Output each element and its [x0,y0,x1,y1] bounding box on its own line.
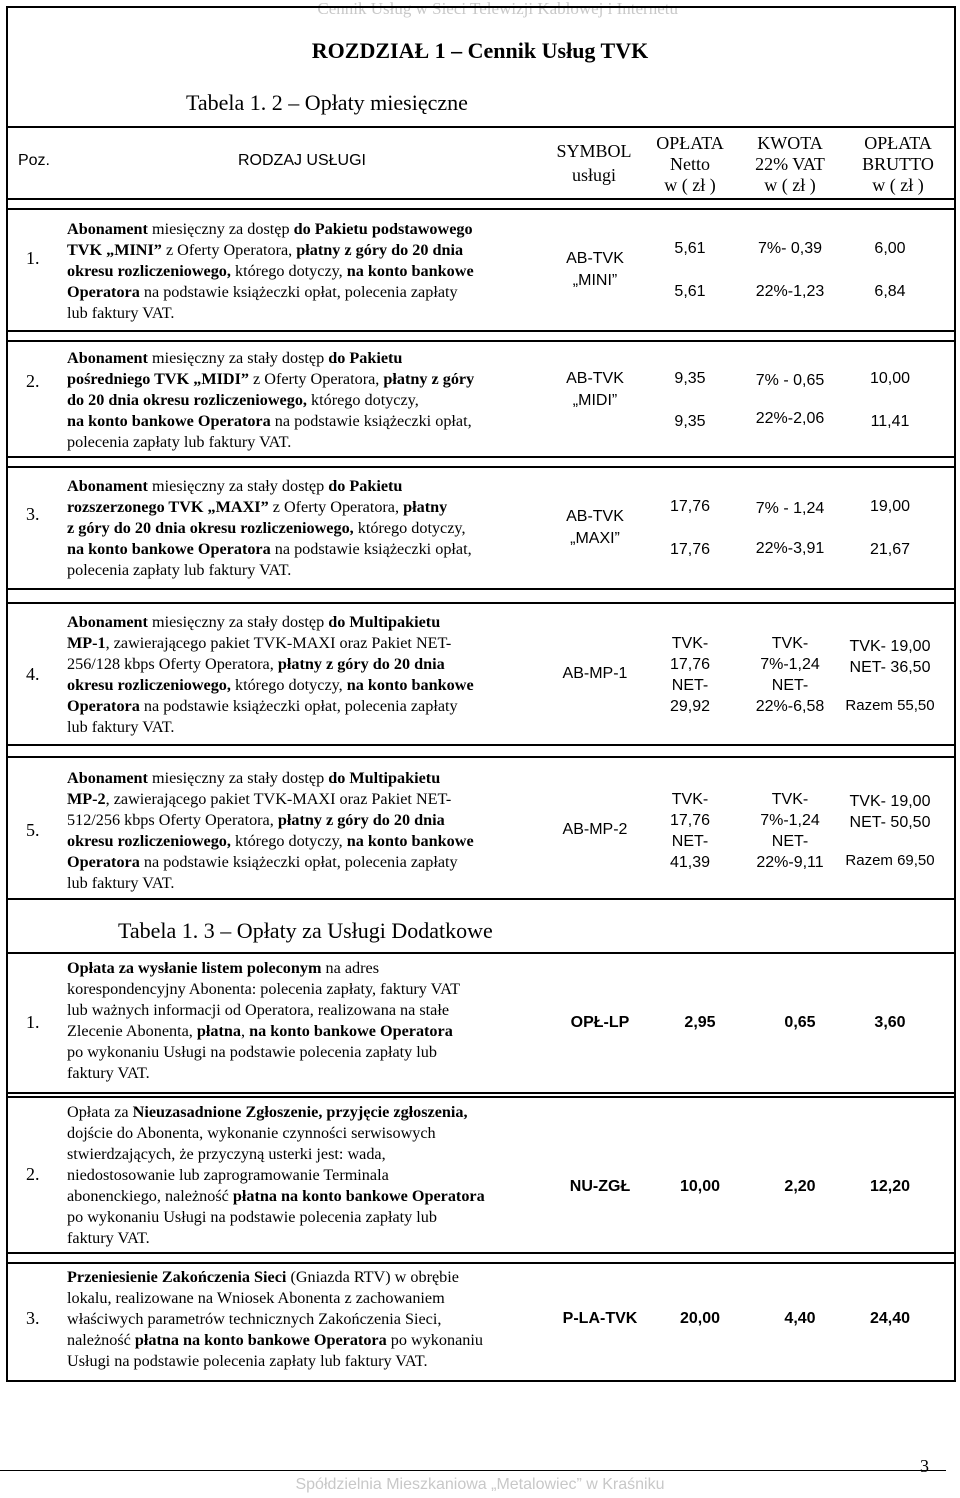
brutto-tvk: TVK- 19,00 [849,793,931,810]
symbol: AB-MP-1 [562,665,628,682]
desc-line: Usługi na podstawie polecenia zapłaty lub faktury VAT. [67,1352,428,1370]
desc-line: niedostosowanie lub zaprogramowanie Terminala [67,1166,389,1184]
vat-multipack [730,789,850,873]
header-netto-line-3: w ( zł ) [664,175,716,195]
vat-net-value: 22%-6,58 [755,698,825,715]
brutto-net: NET- 36,50 [849,659,931,676]
brutto-value: 3,60 [874,1014,906,1031]
vat-value: 2,20 [784,1178,816,1195]
row-number: 3. [26,504,40,524]
netto-value-7: 5,61 [674,240,706,257]
service-description [67,1102,545,1249]
vat-value-7: 7% - 1,24 [755,500,825,517]
vat-multipack [730,633,850,717]
header-vat-line-1: KWOTA [757,133,823,153]
brutto-total: Razem 55,50 [845,697,935,714]
header-rodzaj-uslugi: RODZAJ USŁUGI [237,152,366,169]
vat-net-value: 22%-9,11 [756,854,824,871]
row-number: 2. [26,1164,40,1184]
desc-line: polecenia zapłaty lub faktury VAT. [67,433,292,451]
vat-tvk-value: 7%-1,24 [760,656,820,673]
brutto-tvk: TVK- 19,00 [849,638,931,655]
row-number: 1. [26,1012,40,1032]
symbol-line-2: „MINI” [572,272,618,289]
vat-value: 0,65 [784,1014,816,1031]
netto-net-value: 29,92 [669,698,711,715]
netto-net-label: NET- [671,677,709,694]
brutto-value-7: 10,00 [869,370,911,387]
service-description [67,219,535,324]
symbol: P-LA-TVK [562,1310,638,1327]
desc-line: Operatora na podstawie książeczki opłat, polecenia zapłaty [67,283,458,301]
desc-line: na konto bankowe Operatora na podstawie książeczki opłat, [67,412,472,430]
netto-net-value: 41,39 [669,854,711,871]
symbol-line-2: „MIDI” [572,392,618,409]
row-number: 2. [26,371,40,391]
desc-line: lub faktury VAT. [67,874,175,892]
brutto-net: NET- 50,50 [849,814,931,831]
vat-value-22: 22%-1,23 [755,283,825,300]
header-netto-line-2: Netto [670,154,710,174]
header-poz: Poz. [17,152,50,169]
desc-line: Zlecenie Abonenta, płatna, na konto bankowe Operatora [67,1022,453,1040]
service-description [67,612,535,738]
desc-line: TVK „MINI” z Oferty Operatora, płatny z góry do 20 dnia [67,241,464,259]
brutto-value: 12,20 [869,1178,911,1195]
desc-line: 512/256 kbps Oferty Operatora, płatny z góry do 20 dnia [67,811,445,829]
netto-value: 2,95 [684,1014,716,1031]
brutto-multipack [835,791,945,871]
brutto-multipack [835,636,945,716]
chapter-title: ROZDZIAŁ 1 – Cennik Usług TVK [311,38,649,63]
service-description [67,958,545,1084]
desc-line: do 20 dnia okresu rozliczeniowego, którego dotyczy, [67,391,419,409]
netto-value: 20,00 [679,1310,721,1327]
brutto-value-22: 6,84 [874,283,906,300]
netto-value-22: 5,61 [674,283,706,300]
desc-line: pośredniego TVK „MIDI” z Oferty Operatora, płatny z góry [67,370,475,388]
header-netto-line-1: OPŁATA [656,133,724,153]
netto-multipack [640,633,740,717]
desc-line: Operatora na podstawie książeczki opłat, polecenia zapłaty [67,853,458,871]
netto-value-22: 17,76 [669,541,711,558]
page-number: 3 [920,1456,929,1476]
netto-value-22: 9,35 [674,413,706,430]
service-description [67,768,535,894]
netto-multipack [640,789,740,873]
netto-value: 10,00 [679,1178,721,1195]
desc-line: polecenia zapłaty lub faktury VAT. [67,561,292,579]
desc-line: okresu rozliczeniowego, którego dotyczy, na konto bankowe [67,262,474,280]
brutto-value-7: 19,00 [869,498,911,515]
header-brutto [848,133,948,196]
header-brutto-line-1: OPŁATA [864,133,932,153]
symbol-line-1: AB-TVK [566,508,624,525]
netto-value-7: 17,76 [669,498,711,515]
desc-line: stwierdzających, że przyczyną usterki jest: wada, [67,1145,386,1163]
symbol: AB-MP-2 [562,821,628,838]
desc-line: Operatora na podstawie książeczki opłat, polecenia zapłaty [67,697,458,715]
desc-line: 256/128 kbps Oferty Operatora, płatny z góry do 20 dnia [67,655,445,673]
desc-line: lokalu, realizowane na Wniosek Abonenta z zachowaniem [67,1289,445,1307]
desc-line: rozszerzonego TVK „MAXI” z Oferty Operatora, płatny [67,498,448,516]
service-description [67,1267,545,1372]
desc-line: Opłata za wysłanie listem poleconym na adres [67,959,380,977]
desc-line: po wykonaniu Usługi na podstawie polecenia zapłaty lub [67,1043,437,1061]
vat-tvk-label: TVK- [771,635,809,652]
desc-line: właściwych parametrów technicznych Zakończenia Sieci, [67,1310,442,1328]
footer-text: Spółdzielnia Mieszkaniowa „Metalowiec” w Kraśniku [295,1476,665,1493]
desc-line: faktury VAT. [67,1064,150,1082]
header-netto [640,133,740,196]
symbol: NU-ZGŁ [569,1178,631,1195]
desc-line: okresu rozliczeniowego, którego dotyczy, na konto bankowe [67,676,474,694]
desc-line: dojście do Abonenta, wykonanie czynności serwisowych [67,1124,436,1142]
netto-tvk-value: 17,76 [669,656,711,673]
vat-tvk-value: 7%-1,24 [760,812,820,829]
vat-value-22: 22%-2,06 [755,410,825,427]
desc-line: lub ważnych informacji od Operatora, realizowana na stałe [67,1001,450,1019]
netto-value-7: 9,35 [674,370,706,387]
header-symbol-line-1: SYMBOL [556,141,632,161]
desc-line: lub faktury VAT. [67,304,175,322]
vat-value-7: 7% - 0,65 [755,372,825,389]
desc-line: okresu rozliczeniowego, którego dotyczy, na konto bankowe [67,832,474,850]
netto-tvk-value: 17,76 [669,812,711,829]
header-vat-line-2: 22% VAT [755,154,825,174]
brutto-total: Razem 69,50 [845,852,935,869]
running-header: Cennik Usług w Sieci Telewizji Kablowej i Internetu [317,0,678,18]
row-number: 1. [26,248,40,268]
table-1-2-title: Tabela 1. 2 – Opłaty miesięczne [186,90,468,115]
service-description [67,348,535,453]
table-1-3-title: Tabela 1. 3 – Opłaty za Usługi Dodatkowe [118,918,493,943]
desc-line: MP-2, zawierającego pakiet TVK-MAXI oraz Pakiet NET- [67,790,452,808]
desc-line: Abonament miesięczny za stały dostęp do Pakietu [67,349,403,367]
netto-tvk-label: TVK- [671,791,709,808]
desc-line: Abonament miesięczny za stały dostęp do Pakietu [67,477,403,495]
desc-line: Przeniesienie Zakończenia Sieci (Gniazda RTV) w obrębie [67,1268,459,1286]
header-vat-line-3: w ( zł ) [764,175,816,195]
desc-line: abonenckiego, należność płatna na konto bankowe Operatora [67,1187,485,1205]
desc-line: należność płatna na konto bankowe Operatora po wykonaniu [67,1331,483,1349]
vat-net-label: NET- [771,833,809,850]
header-brutto-line-2: BRUTTO [862,154,934,174]
desc-line: korespondencyjny Abonenta: polecenia zapłaty, faktury VAT [67,980,461,998]
desc-line: Opłata za Nieuzasadnione Zgłoszenie, przyjęcie zgłoszenia, [67,1103,468,1121]
brutto-value-22: 11,41 [870,413,910,430]
footer-rule [0,1470,946,1471]
desc-line: lub faktury VAT. [67,718,175,736]
symbol: OPŁ-LP [570,1014,630,1031]
symbol-line-1: AB-TVK [566,250,624,267]
vat-value: 4,40 [784,1310,816,1327]
brutto-value: 24,40 [869,1310,911,1327]
netto-net-label: NET- [671,833,709,850]
header-vat [740,133,840,196]
desc-line: na konto bankowe Operatora na podstawie książeczki opłat, [67,540,472,558]
desc-line: Abonament miesięczny za dostęp do Pakietu podstawowego [67,220,473,238]
row-number: 4. [26,664,40,684]
vat-net-label: NET- [771,677,809,694]
header-brutto-line-3: w ( zł ) [872,175,924,195]
desc-line: MP-1, zawierającego pakiet TVK-MAXI oraz Pakiet NET- [67,634,452,652]
desc-line: faktury VAT. [67,1229,150,1247]
desc-line: Abonament miesięczny za stały dostęp do Multipakietu [67,613,441,631]
desc-line: po wykonaniu Usługi na podstawie polecenia zapłaty lub [67,1208,437,1226]
desc-line: Abonament miesięczny za stały dostęp do Multipakietu [67,769,441,787]
service-description [67,476,535,581]
header-symbol [544,141,644,186]
symbol-line-1: AB-TVK [566,370,624,387]
row-number: 3. [26,1308,40,1328]
desc-line: z góry do 20 dnia okresu rozliczeniowego, którego dotyczy, [67,519,466,537]
row-number: 5. [26,820,40,840]
brutto-value-7: 6,00 [874,240,906,257]
vat-value-22: 22%-3,91 [755,540,825,557]
header-symbol-line-2: usługi [571,165,616,185]
vat-tvk-label: TVK- [771,791,809,808]
vat-value-7: 7%- 0,39 [757,240,823,257]
netto-tvk-label: TVK- [671,635,709,652]
brutto-value-22: 21,67 [869,541,911,558]
symbol-line-2: „MAXI” [570,530,620,547]
